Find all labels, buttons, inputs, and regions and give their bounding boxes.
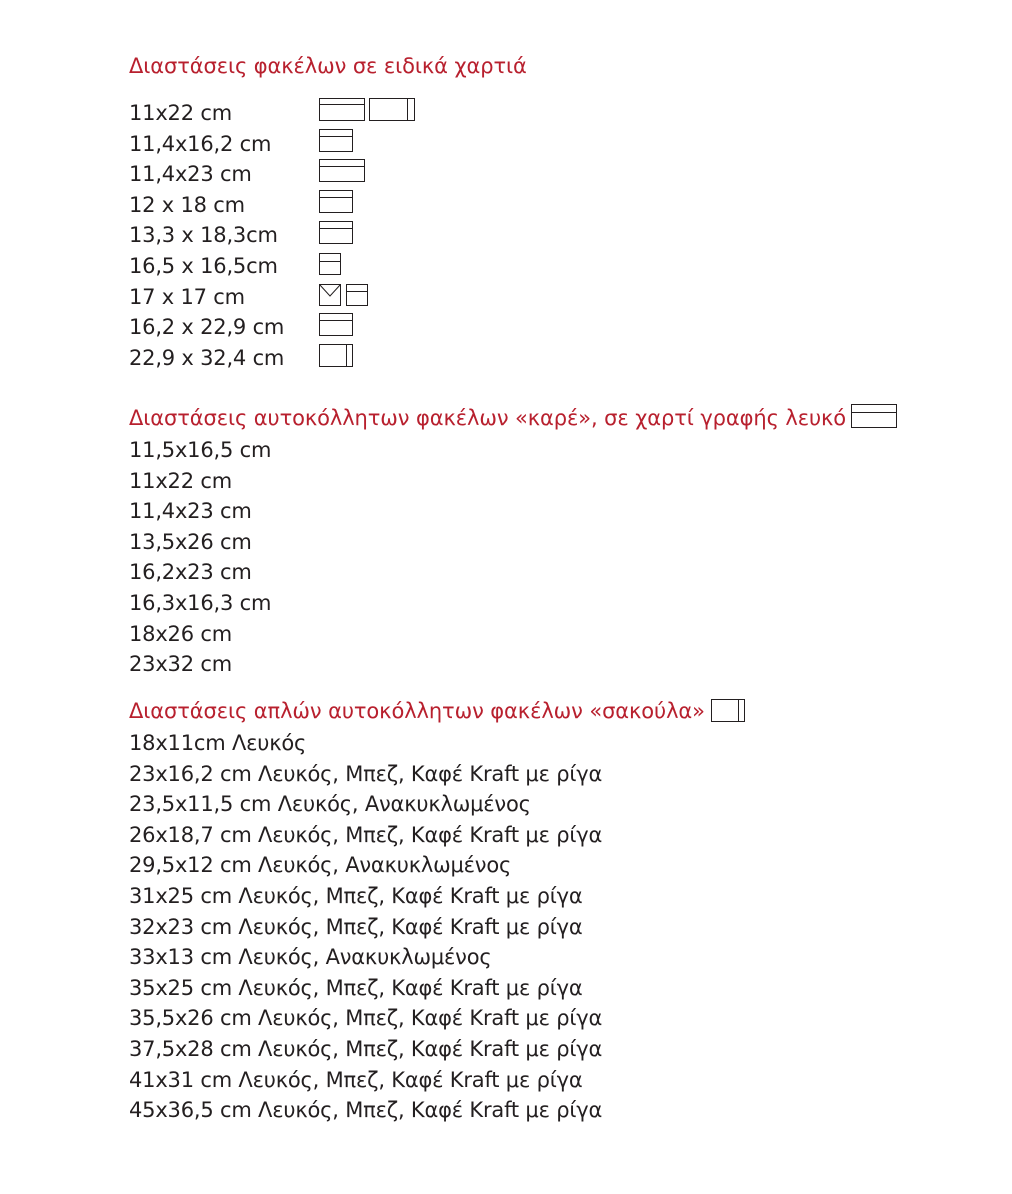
envelope-flap-icon <box>319 190 355 214</box>
section-title-pocket-self-adhesive: Διαστάσεις απλών αυτοκόλλητων φακέλων «σακούλα» <box>129 699 705 723</box>
list-item: 11x22 cm <box>129 101 232 125</box>
list-item: 35x25 cm Λευκός, Μπεζ, Καφέ Kraft με ρίγα <box>129 975 583 1000</box>
list-item: 13,5x26 cm <box>129 529 252 554</box>
list-item: 11,4x23 cm <box>129 499 252 524</box>
list-item: 16,2 x 22,9 cm <box>129 315 285 340</box>
list-item: 23,5x11,5 cm Λευκός, Ανακυκλωμένος <box>129 792 531 817</box>
list-item: 16,5 x 16,5cm <box>129 253 278 278</box>
list-item: 18x26 cm <box>129 621 232 646</box>
list-item: 11,4x16,2 cm <box>129 131 272 156</box>
list-item: 13,3 x 18,3cm <box>129 223 278 248</box>
list-item: 18x11cm Λευκός <box>129 731 307 755</box>
list-item: 16,3x16,3 cm <box>129 590 272 615</box>
list-item: 33x13 cm Λευκός, Ανακυκλωμένος <box>129 945 492 970</box>
size-list-square-self-adhesive <box>129 435 271 680</box>
size-list-pocket-self-adhesive <box>129 728 602 1126</box>
size-list-special-papers <box>129 98 284 373</box>
list-item: 12 x 18 cm <box>129 192 245 217</box>
envelope-wide-flap-icon <box>319 159 367 183</box>
list-item: 35,5x26 cm Λευκός, Μπεζ, Καφέ Kraft με ρίγα <box>129 1006 603 1031</box>
list-item: 45x36,5 cm Λευκός, Μπεζ, Καφέ Kraft με ρίγα <box>129 1098 603 1123</box>
list-item: 22,9 x 32,4 cm <box>129 345 285 370</box>
list-item: 16,2x23 cm <box>129 560 252 585</box>
envelope-pocket-icon <box>319 344 355 368</box>
envelope-v-flap-icon <box>319 284 343 308</box>
envelope-wide-flap-icon <box>851 404 899 430</box>
envelope-flap-icon <box>319 221 355 245</box>
section-title-special-papers: Διαστάσεις φακέλων σε ειδικά χαρτιά <box>129 54 527 78</box>
list-item: 41x31 cm Λευκός, Μπεζ, Καφέ Kraft με ρίγα <box>129 1067 583 1092</box>
list-item: 23x16,2 cm Λευκός, Μπεζ, Καφέ Kraft με ρίγα <box>129 761 603 786</box>
list-item: 11,5x16,5 cm <box>129 438 272 462</box>
list-item: 32x23 cm Λευκός, Μπεζ, Καφέ Kraft με ρίγα <box>129 914 583 939</box>
list-item: 23x32 cm <box>129 652 232 677</box>
envelope-square-flap-icon <box>346 284 370 308</box>
envelope-flap-icon <box>319 313 355 337</box>
envelope-flap-icon <box>319 129 355 153</box>
envelope-pocket-icon <box>711 699 747 723</box>
envelope-square-icon <box>319 253 343 277</box>
section-title-square-self-adhesive: Διαστάσεις αυτοκόλλητων φακέλων «καρέ», σε χαρτί γραφής λευκό <box>129 406 847 430</box>
list-item: 31x25 cm Λευκός, Μπεζ, Καφέ Kraft με ρίγα <box>129 883 583 908</box>
list-item: 37,5x28 cm Λευκός, Μπεζ, Καφέ Kraft με ρίγα <box>129 1036 603 1061</box>
list-item: 29,5x12 cm Λευκός, Ανακυκλωμένος <box>129 853 512 878</box>
list-item: 17 x 17 cm <box>129 284 245 309</box>
list-item: 26x18,7 cm Λευκός, Μπεζ, Καφέ Kraft με ρίγα <box>129 822 603 847</box>
envelope-wide-flap-icon <box>319 98 367 122</box>
list-item: 11x22 cm <box>129 468 232 493</box>
list-item: 11,4x23 cm <box>129 162 252 187</box>
envelope-pocket-icon <box>369 98 417 122</box>
